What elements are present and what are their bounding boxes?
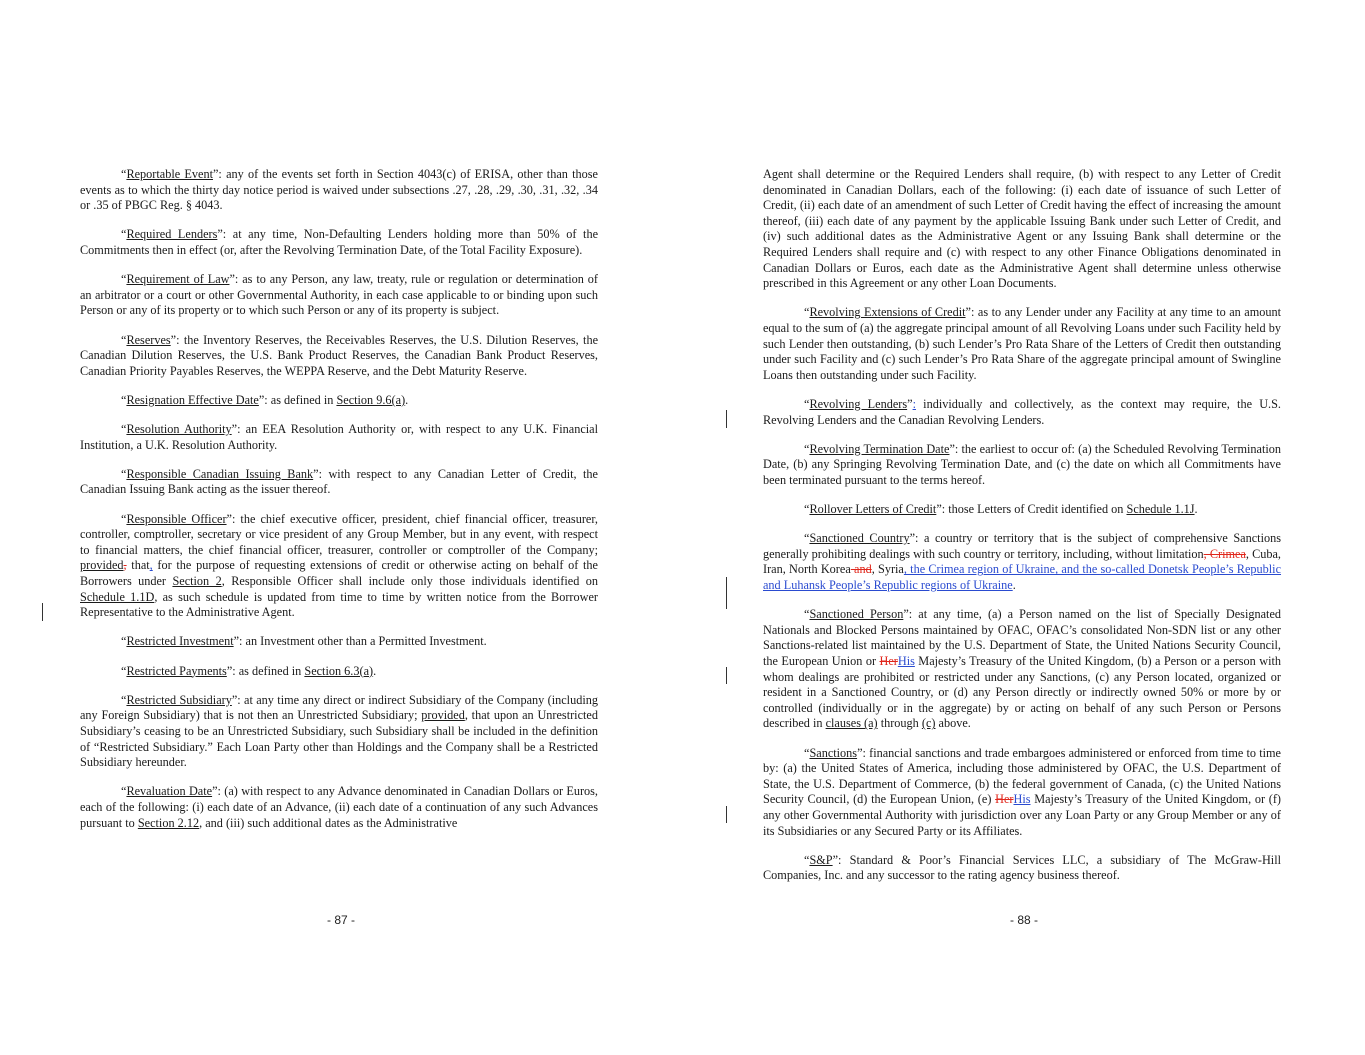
defined-term: Revolving Lenders — [809, 396, 908, 411]
clause-reference: clauses (a) — [825, 716, 878, 731]
definition-revolving-lenders: “Revolving Lenders”: individually and collectively, as the context may require, the U.S. Revolving Lenders and the Canadian Revolving Lenders. — [763, 396, 1281, 427]
section-reference: Section 9.6(a) — [336, 392, 406, 407]
defined-term: Required Lenders — [126, 227, 218, 242]
definition-text: as defined in — [238, 663, 305, 678]
inserted-text: His — [1013, 792, 1031, 807]
defined-term: Restricted Subsidiary — [126, 692, 232, 707]
page-number: - 88 - — [1009, 913, 1038, 927]
continuation-text: Agent shall determine or the Required Lenders shall require, (b) with respect to any Letter of Credit denominated in Canadian Dollars, each of the following: (i) each date of issuance of such Letter of Credit, (ii) each date of an amendment of such Letter of Credit having the effect of increasing the amount thereof, (iii) each date of any payment by the applicable Issuing Bank under such Letter of Credit, and (iv) such additional dates as the Administrative Agent or any Issuing Bank shall determine or the Required Lenders shall require and (c) with respect to any other Finance Obligations denominated in Canadian Dollars or Euros, each date as the Administrative Agent shall determine unless otherwise prescribed in this Agreement or any other Loan Documents. — [763, 167, 1281, 291]
provided-keyword: provided — [421, 708, 465, 723]
right-column — [763, 167, 1281, 898]
provided-keyword: provided — [80, 558, 124, 573]
section-reference: Section 2.12 — [137, 815, 200, 830]
defined-term: Revolving Extensions of Credit — [809, 305, 966, 320]
left-column — [80, 167, 598, 845]
clause-reference: (c) — [921, 716, 936, 731]
definition-text: the earliest to occur of: (a) the Scheduled Revolving Termination Date, (b) any Springing Revolving Termination Date, and (c) the date on which all Commitments have been terminated pursuant to the terms hereof. — [763, 441, 1282, 487]
defined-term: Restricted Investment — [126, 634, 234, 649]
definition-sanctions: “Sanctions”: financial sanctions and trade embargoes administered or enforced from time to time by: (a) the United States of America, including those administered by OFAC, the U.S. Department of State, the U.S. Department of Commerce, (b) the federal government of Canada, (c) the United Nations Security Council, (d) the European Union, (e) HerHis Majesty’s Treasury of the United Kingdom, or (f) any other Governmental Authority with jurisdiction over any Loan Party or any Group Member or any of its Subsidiaries or any Secured Party or its Affiliates. — [763, 745, 1281, 838]
defined-term: Requirement of Law — [126, 272, 230, 287]
definition-restricted-investment: “Restricted Investment”: an Investment other than a Permitted Investment. — [121, 634, 487, 649]
definition-rollover-letters-of-credit: “Rollover Letters of Credit”: those Letters of Credit identified on Schedule 1.1J. — [804, 502, 1198, 517]
page-88 — [683, 0, 1365, 1055]
deleted-text: Her — [995, 792, 1014, 807]
deleted-text: and — [850, 562, 872, 577]
definition-text: as to any Person, any law, treaty, rule or regulation or determination of an arbitrator or a court or other Governmental Authority, in each case applicable to or binding upon such Person or any of its property or to which such Person or any of its property is subject. — [80, 272, 598, 318]
defined-term: Resignation Effective Date — [126, 392, 259, 407]
definition-revolving-termination-date: “Revolving Termination Date”: the earliest to occur of: (a) the Scheduled Revolving Termination Date, (b) any Springing Revolving Termination Date, and (c) the date on which all Commitments have been terminated pursuant to the terms hereof. — [763, 441, 1282, 487]
definition-reserves: “Reserves”: the Inventory Reserves, the Receivables Reserves, the U.S. Dilution Reserves, the Canadian Dilution Reserves, the U.S. Bank Product Reserves, the Canadian Bank Product Reserves, Canadian Priority Payables Reserves, the WEPPA Reserve, and the Debt Maturity Reserve. — [80, 332, 599, 378]
definition-s-and-p: “S&P”: Standard & Poor’s Financial Services LLC, a subsidiary of The McGraw-Hill Companies, Inc. and any successor to the rating agency business thereof. — [763, 852, 1282, 883]
definition-text: an Investment other than a Permitted Investment. — [245, 634, 487, 649]
schedule-reference: Schedule 1.1D — [80, 589, 155, 604]
defined-term: Responsible Canadian Issuing Bank — [126, 466, 314, 481]
definition-resignation-effective-date: “Resignation Effective Date”: as defined in Section 9.6(a). — [121, 392, 409, 407]
defined-term: Reserves — [126, 332, 171, 347]
definition-reportable-event: “Reportable Event”: any of the events set forth in Section 4043(c) of ERISA, other than those events as to which the thirty day notice period is waived under subsections .27, .28, .29, .30, .31, .32, .34 or .35 of PBGC Reg. § 4043. — [80, 167, 598, 213]
deleted-text: , Crimea — [1203, 546, 1246, 561]
definition-revolving-extensions-of-credit: “Revolving Extensions of Credit”: as to any Lender under any Facility at any time to an amount equal to the sum of (a) the aggregate principal amount of all Revolving Loans under such Facility held by such Lender then outstanding, (b) such Lender’s Pro Rata Share of the Letters of Credit then outstanding under such Facility and (c) such Lender’s Pro Rata Share of the aggregate principal amount of Swingline Loans then outstanding under such Facility. — [763, 305, 1282, 382]
defined-term: Revolving Termination Date — [809, 441, 950, 456]
change-bar — [726, 410, 727, 428]
definition-revaluation-date: “Revaluation Date”: (a) with respect to any Advance denominated in Canadian Dollars or Euros, each of the following: (i) each date of an Advance, (ii) each date of a continuation of any such Advances pursuant to Section 2.12, and (iii) such additional dates as the Administrative — [80, 784, 598, 830]
change-bar — [726, 577, 727, 609]
defined-term: Restricted Payments — [126, 663, 227, 678]
defined-term: Resolution Authority — [126, 422, 232, 437]
definition-text: an EEA Resolution Authority or, with respect to any U.K. Financial Institution, a U.K. Resolution Authority. — [80, 422, 598, 452]
defined-term: S&P — [809, 852, 833, 867]
definition-responsible-officer: “Responsible Officer”: the chief executive officer, president, chief financial officer, treasurer, controller, comptroller, secretary or vice president of any Group Member, but in any event, with respect to financial matters, the chief financial officer, treasurer, controller or comptroller of the Company; provided, that, for the purpose of requesting extensions of credit or otherwise acting on behalf of the Borrowers under Section 2, Responsible Officer shall include only those individuals identified on Schedule 1.1D, as such schedule is updated from time to time by written notice from the Borrower Representative to the Administrative Agent. — [80, 511, 599, 620]
defined-term: Responsible Officer — [126, 511, 227, 526]
page-number: - 87 - — [326, 913, 355, 927]
definition-text: any of the events set forth in Section 4043(c) of ERISA, other than those events as to which the thirty day notice period is waived under subsections .27, .28, .29, .30, .31, .32, .34 or .35 of PBGC Reg. § 4043. — [80, 167, 598, 213]
section-reference: Section 6.3(a) — [304, 663, 374, 678]
page-87 — [0, 0, 682, 1055]
definition-text: at any time, Non-Defaulting Lenders holding more than 50% of the Commitments then in effect (or, after the Revolving Termination Date, of the Total Facility Exposure). — [80, 227, 599, 257]
definition-text: with respect to any Canadian Letter of Credit, the Canadian Issuing Bank acting as the issuer thereof. — [80, 466, 598, 497]
definition-restricted-subsidiary: “Restricted Subsidiary”: at any time any direct or indirect Subsidiary of the Company (including any Foreign Subsidiary) that is not then an Unrestricted Subsidiary; provided, that upon an Unrestricted Subsidiary’s ceasing to be an Unrestricted Subsidiary, such Subsidiary shall be included in the definition of “Restricted Subsidiary.” Each Loan Party other than Holdings and the Company shall be a Restricted Subsidiary hereunder. — [80, 692, 598, 770]
definition-text: as defined in — [270, 392, 337, 407]
definition-requirement-of-law: “Requirement of Law”: as to any Person, any law, treaty, rule or regulation or determination of an arbitrator or a court or other Governmental Authority, in each case applicable to or binding upon such Person or any of its property or to which such Person or any of its property is subject. — [80, 272, 598, 318]
definition-text: the Inventory Reserves, the Receivables Reserves, the U.S. Dilution Reserves, the Canadian Dilution Reserves, the U.S. Bank Product Reserves, the Canadian Bank Product Reserves, Canadian Priority Payables Reserves, the WEPPA Reserve, and the Debt Maturity Reserve. — [80, 332, 599, 378]
change-bar — [42, 603, 43, 621]
inserted-text: His — [897, 654, 915, 668]
definition-text: individually and collectively, as the context may require, the U.S. Revolving Lenders and the Canadian Revolving Lenders. — [763, 396, 1281, 427]
defined-term: Sanctioned Country — [809, 531, 910, 546]
deleted-text: Her — [879, 654, 898, 668]
definition-sanctioned-person: “Sanctioned Person”: at any time, (a) a Person named on the list of Specially Designated Nationals and Blocked Persons maintained by OFAC, OFAC’s consolidated Non-SDN list or any other Sanctions-related list maintained by the U.S. Department of State, the United Nations Security Council, the European Union or HerHis Majesty’s Treasury of the United Kingdom, (b) a Person or a person with whom dealings are prohibited or restricted under any Sanctions, (c) any Person located, organized or resident in a Sanctioned Country, or (d) any Person directly or indirectly owned 50% or more by or controlled (individually or in the aggregate) by or acting on behalf of any such Person or Persons described in clauses (a) through (c) above. — [763, 607, 1282, 731]
defined-term: Reportable Event — [126, 167, 213, 181]
inserted-text: , — [149, 558, 153, 573]
change-bar — [726, 806, 727, 823]
deleted-text: , — [123, 558, 127, 573]
definition-restricted-payments: “Restricted Payments”: as defined in Section 6.3(a). — [121, 663, 377, 678]
inserted-text: , the Crimea region of Ukraine, and the so-called Donetsk People’s Republic and Luhansk People’s Republic regions of Ukraine — [763, 562, 1282, 593]
defined-term: Sanctions — [809, 745, 858, 760]
inserted-text: : — [912, 396, 916, 411]
definition-text: Standard & Poor’s Financial Services LLC, a subsidiary of The McGraw-Hill Companies, Inc. and any successor to the rating agency business thereof. — [763, 852, 1282, 883]
defined-term: Revaluation Date — [126, 784, 213, 799]
definition-text: as to any Lender under any Facility at any time to an amount equal to the sum of (a) the aggregate principal amount of all Revolving Loans under such Facility held by such Lender then outstanding, (b) such Lender’s Pro Rata Share of the Letters of Credit then outstanding under such Facility and (c) such Lender’s Pro Rata Share of the aggregate principal amount of Swingline Loans then outstanding under such Facility. — [763, 305, 1282, 382]
definition-text: those Letters of Credit identified on — [948, 502, 1127, 517]
section-reference: Section 2 — [172, 574, 222, 589]
definition-sanctioned-country: “Sanctioned Country”: a country or territory that is the subject of comprehensive Sanctions generally prohibiting dealings with such country or territory, including, without limitation, Crimea, Cuba, Iran, North Korea and, Syria, the Crimea region of Ukraine, and the so-called Donetsk People’s Republic and Luhansk People’s Republic regions of Ukraine. — [763, 531, 1282, 593]
defined-term: Rollover Letters of Credit — [809, 502, 937, 517]
definition-required-lenders: “Required Lenders”: at any time, Non-Defaulting Lenders holding more than 50% of the Commitments then in effect (or, after the Revolving Termination Date, of the Total Facility Exposure). — [80, 227, 599, 257]
definition-resolution-authority: “Resolution Authority”: an EEA Resolution Authority or, with respect to any U.K. Financial Institution, a U.K. Resolution Authority. — [80, 422, 598, 452]
definition-responsible-canadian-issuing-bank: “Responsible Canadian Issuing Bank”: with respect to any Canadian Letter of Credit, the Canadian Issuing Bank acting as the issuer thereof. — [80, 466, 598, 497]
change-bar — [726, 667, 727, 684]
defined-term: Sanctioned Person — [809, 607, 904, 622]
schedule-reference: Schedule 1.1J — [1126, 502, 1195, 517]
